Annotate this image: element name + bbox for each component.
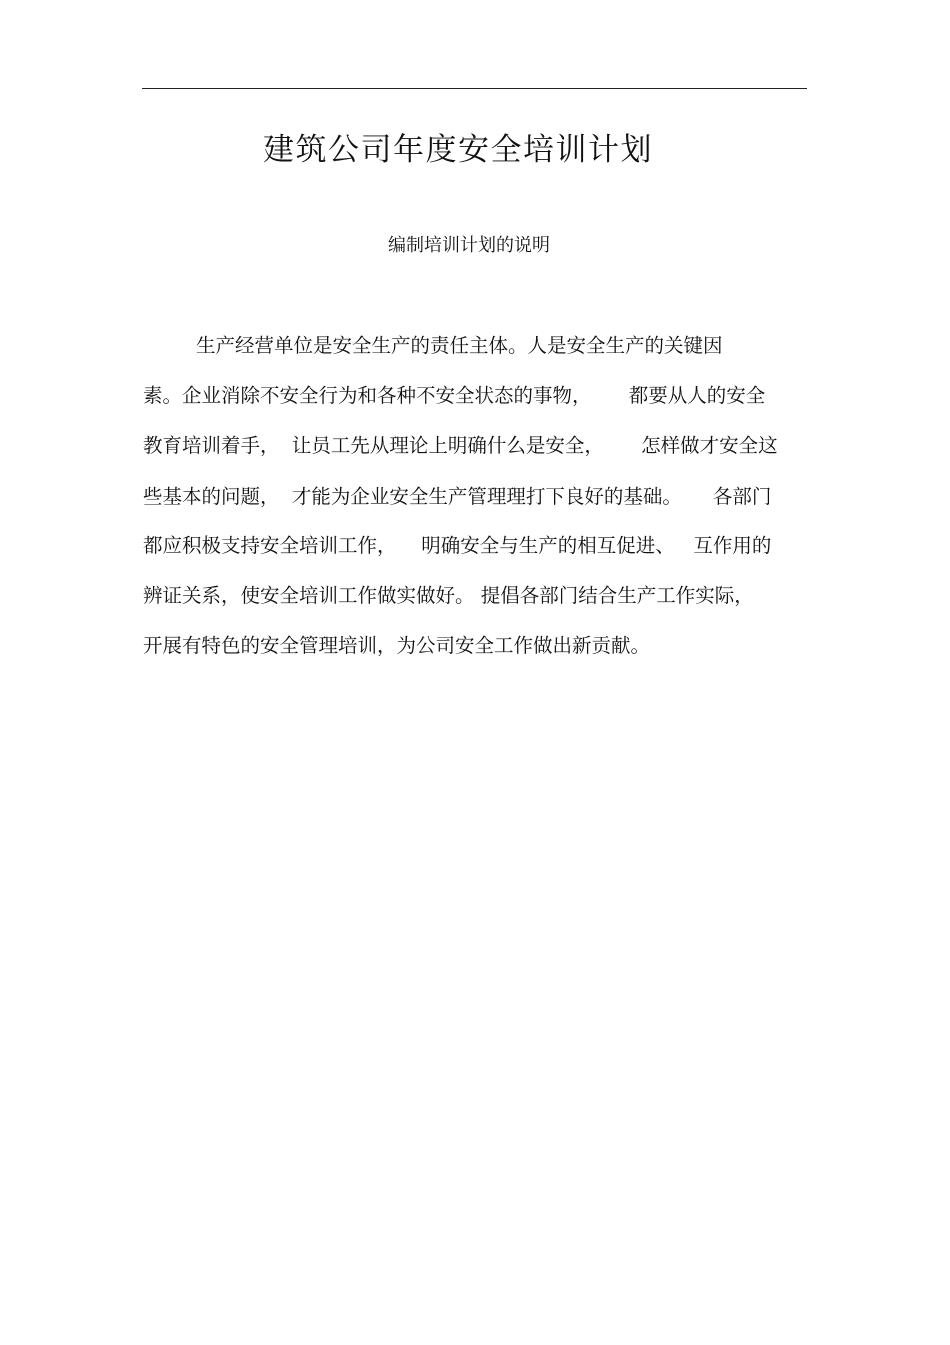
paragraph-line: 辨证关系，使安全培训工作做实做好。 提倡各部门结合生产工作实际， bbox=[143, 584, 754, 607]
paragraph-line: 生产经营单位是安全生产的责任主体。人是安全生产的关键因 bbox=[196, 334, 723, 357]
paragraph-line: 开展有特色的安全管理培训，为公司安全工作做出新贡献。 bbox=[143, 634, 651, 657]
header-rule bbox=[142, 88, 807, 89]
paragraph-line: 教育培训着手， 让员工先从理论上明确什么是安全， 怎样做才安全这 bbox=[143, 434, 778, 457]
paragraph-line: 素。企业消除不安全行为和各种不安全状态的事物， 都要从人的安全 bbox=[143, 384, 766, 407]
paragraph-line: 些基本的问题， 才能为企业安全生产管理理打下良好的基础。 各部门 bbox=[143, 485, 772, 508]
document-title: 建筑公司年度安全培训计划 bbox=[263, 132, 653, 168]
paragraph-line: 都应积极支持安全培训工作， 明确安全与生产的相互促进、 互作用的 bbox=[143, 534, 772, 557]
section-subtitle: 编制培训计划的说明 bbox=[388, 235, 550, 256]
